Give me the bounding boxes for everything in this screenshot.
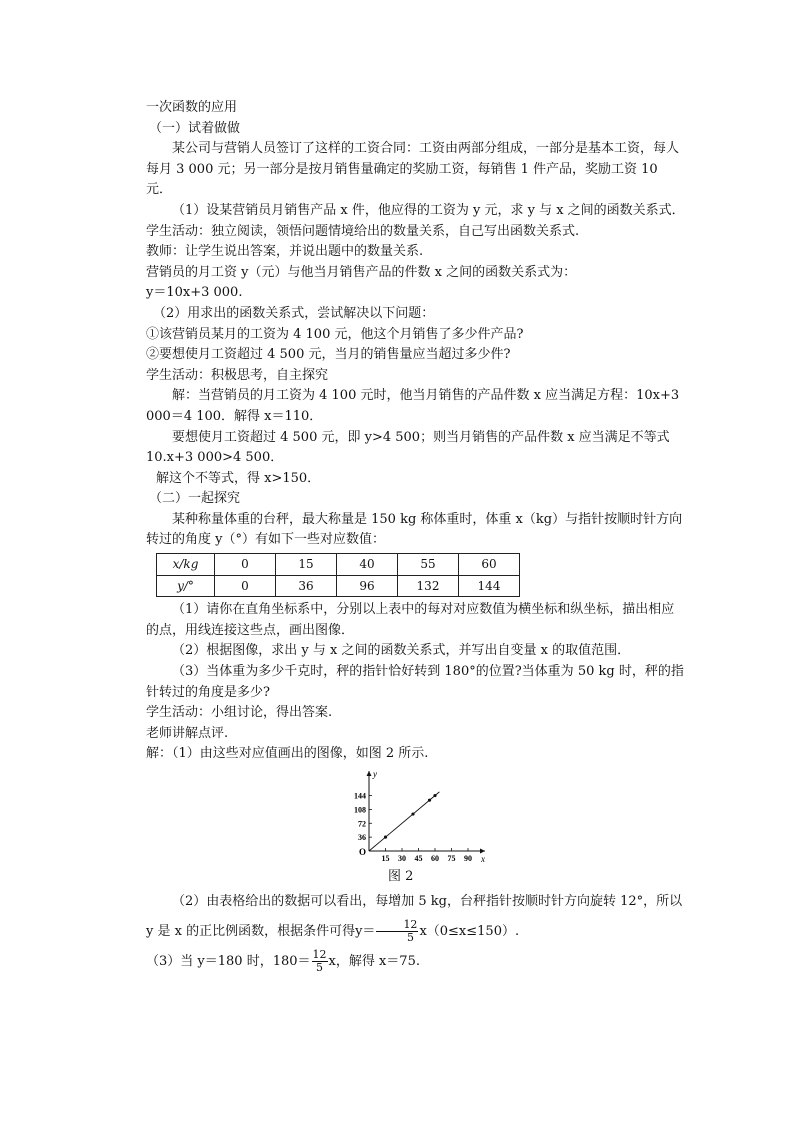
teacher-note-1: 教师：让学生说出答案，并说出题中的数量关系. bbox=[146, 244, 424, 260]
y-tick-label: 36 bbox=[358, 833, 366, 843]
student-activity-2: 学生活动：积极思考，自主探究 bbox=[146, 367, 329, 383]
x-axis-label: x bbox=[481, 854, 485, 864]
question-1: （1）设某营销员月销售产品 x 件，他应得的工资为 y 元，求 y 与 x 之间的函数关系式． bbox=[172, 202, 685, 218]
fraction bbox=[376, 919, 418, 944]
answer-2-text: （2）由表格给出的数据可以看出，每增加 5 kg，台秤指针按顺时针方向旋转 12°，所以 y 是 x 的正比例函数，根据条件可得 bbox=[146, 894, 683, 939]
answer-1: 解：（1）由这些对应值画出的图像，如图 2 所示. bbox=[146, 746, 429, 762]
question-2: （2）用求出的函数关系式，尝试解决以下问题： bbox=[153, 305, 435, 321]
section-heading-2: （二）一起探究 bbox=[149, 491, 241, 507]
data-point bbox=[411, 812, 414, 815]
task-1: （1）请你在直角坐标系中，分别以上表中的每对对应数值为横坐标和纵坐标，描出相应的点，用线连接这些点，画出图像． bbox=[146, 602, 675, 638]
formula-line: y＝10x+3 000. bbox=[146, 285, 243, 301]
table-cell: 40 bbox=[337, 554, 398, 576]
table-row-x bbox=[157, 554, 520, 576]
y-axis-arrow bbox=[367, 771, 372, 776]
solution-2: 要想使月工资超过 4 500 元，即 y>4 500；则当月销售的产品件数 x 应当满足不等式 10.x+3 000>4 500． bbox=[146, 429, 670, 466]
answer-3-left: （3）当 y＝180 时，180＝ bbox=[146, 954, 311, 969]
table-cell: 132 bbox=[398, 575, 459, 597]
table-head-y: y/° bbox=[157, 575, 215, 597]
teacher-note-2: 老师讲解点评. bbox=[146, 725, 229, 741]
student-activity-3: 学生活动：小组讨论，得出答案. bbox=[146, 705, 333, 721]
x-tick-label: 45 bbox=[414, 854, 423, 863]
fraction bbox=[312, 949, 328, 974]
fraction-denominator: 5 bbox=[316, 961, 324, 974]
figure-caption: 图 2 bbox=[388, 869, 414, 884]
section-heading-1: （一）试着做做 bbox=[149, 120, 241, 136]
x-tick-label: 30 bbox=[398, 854, 406, 863]
question-2b: ②要想使月工资超过 4 500 元，当月的销售量应当超过多少件? bbox=[146, 347, 511, 363]
value-table bbox=[156, 553, 520, 597]
doc-title: 一次函数的应用 bbox=[146, 100, 238, 115]
answer-3-right: x，解得 x＝75. bbox=[328, 954, 420, 969]
x-tick-label: 15 bbox=[381, 854, 390, 863]
scale-problem: 某种称量体重的台秤，最大称量是 150 kg 称体重时，体重 x（kg）与指针按顺时针方向转过的角度 y（°）有如下一些对应数值： bbox=[146, 511, 683, 548]
figure-2 bbox=[146, 767, 686, 887]
relation-statement: 营销员的月工资 y（元）与他当月销售产品的件数 x 之间的函数关系式为： bbox=[146, 264, 577, 280]
task-3: （3）当体重为多少千克时，秤的指针恰好转到 180°的位置?当体重为 50 kg 时，秤的指针转过的角度是多少? bbox=[146, 664, 684, 700]
x-tick-label: 75 bbox=[447, 854, 456, 863]
table-cell: 0 bbox=[215, 575, 276, 597]
problem-intro: 某公司与营销人员签订了这样的工资合同：工资由两部分组成，一部分是基本工资，每人每月 3 000 元；另一部分是按月销售量确定的奖励工资，每销售 1 件产品，奖励工资 10 元． bbox=[146, 141, 680, 198]
fraction-denominator: 5 bbox=[406, 931, 414, 944]
answer-2 bbox=[146, 887, 686, 947]
solution-1: 解：当营销员的月工资为 4 100 元时，他当月销售的产品件数 x 应当满足方程：10x+3 000＝4 100．解得 x＝110． bbox=[146, 388, 680, 424]
table-cell: 144 bbox=[459, 575, 520, 597]
answer-2-eq-right: x（0≤x≤150）. bbox=[419, 924, 520, 939]
x-axis-arrow bbox=[480, 849, 485, 854]
x-tick-label: 60 bbox=[431, 854, 439, 863]
table-cell: 96 bbox=[337, 575, 398, 597]
table-cell: 0 bbox=[215, 554, 276, 576]
x-tick-label: 90 bbox=[464, 854, 472, 863]
question-2a: ①该营销员某月的工资为 4 100 元，他这个月销售了多少件产品? bbox=[146, 326, 524, 342]
table-cell: 55 bbox=[398, 554, 459, 576]
origin-label: O bbox=[359, 847, 367, 857]
table-cell: 15 bbox=[276, 554, 337, 576]
fraction-numerator: 12 bbox=[312, 948, 327, 961]
y-axis-label: y bbox=[373, 769, 377, 779]
student-activity-1: 学生活动：独立阅读，领悟问题情境给出的数量关系，自己写出函数关系式. bbox=[146, 223, 580, 239]
answer-2-eq-left: y＝ bbox=[355, 924, 376, 939]
data-point bbox=[384, 836, 387, 839]
fraction-numerator: 12 bbox=[376, 919, 418, 932]
table-cell: 60 bbox=[459, 554, 520, 576]
data-point bbox=[433, 794, 436, 797]
task-2: （2）根据图像，求出 y 与 x 之间的函数关系式，并写出自变量 x 的取值范围． bbox=[172, 643, 631, 659]
solution-3: 解这个不等式，得 x>150． bbox=[156, 470, 321, 486]
table-head-x: x/kg bbox=[157, 554, 215, 576]
table-row-y bbox=[157, 575, 520, 597]
y-tick-label: 144 bbox=[354, 791, 366, 801]
graph-chart bbox=[341, 767, 491, 867]
table-cell: 36 bbox=[276, 575, 337, 597]
answer-3 bbox=[146, 947, 686, 977]
y-tick-label: 72 bbox=[358, 819, 366, 829]
document-page bbox=[146, 98, 686, 977]
y-tick-label: 108 bbox=[354, 805, 366, 815]
data-point bbox=[428, 799, 431, 802]
